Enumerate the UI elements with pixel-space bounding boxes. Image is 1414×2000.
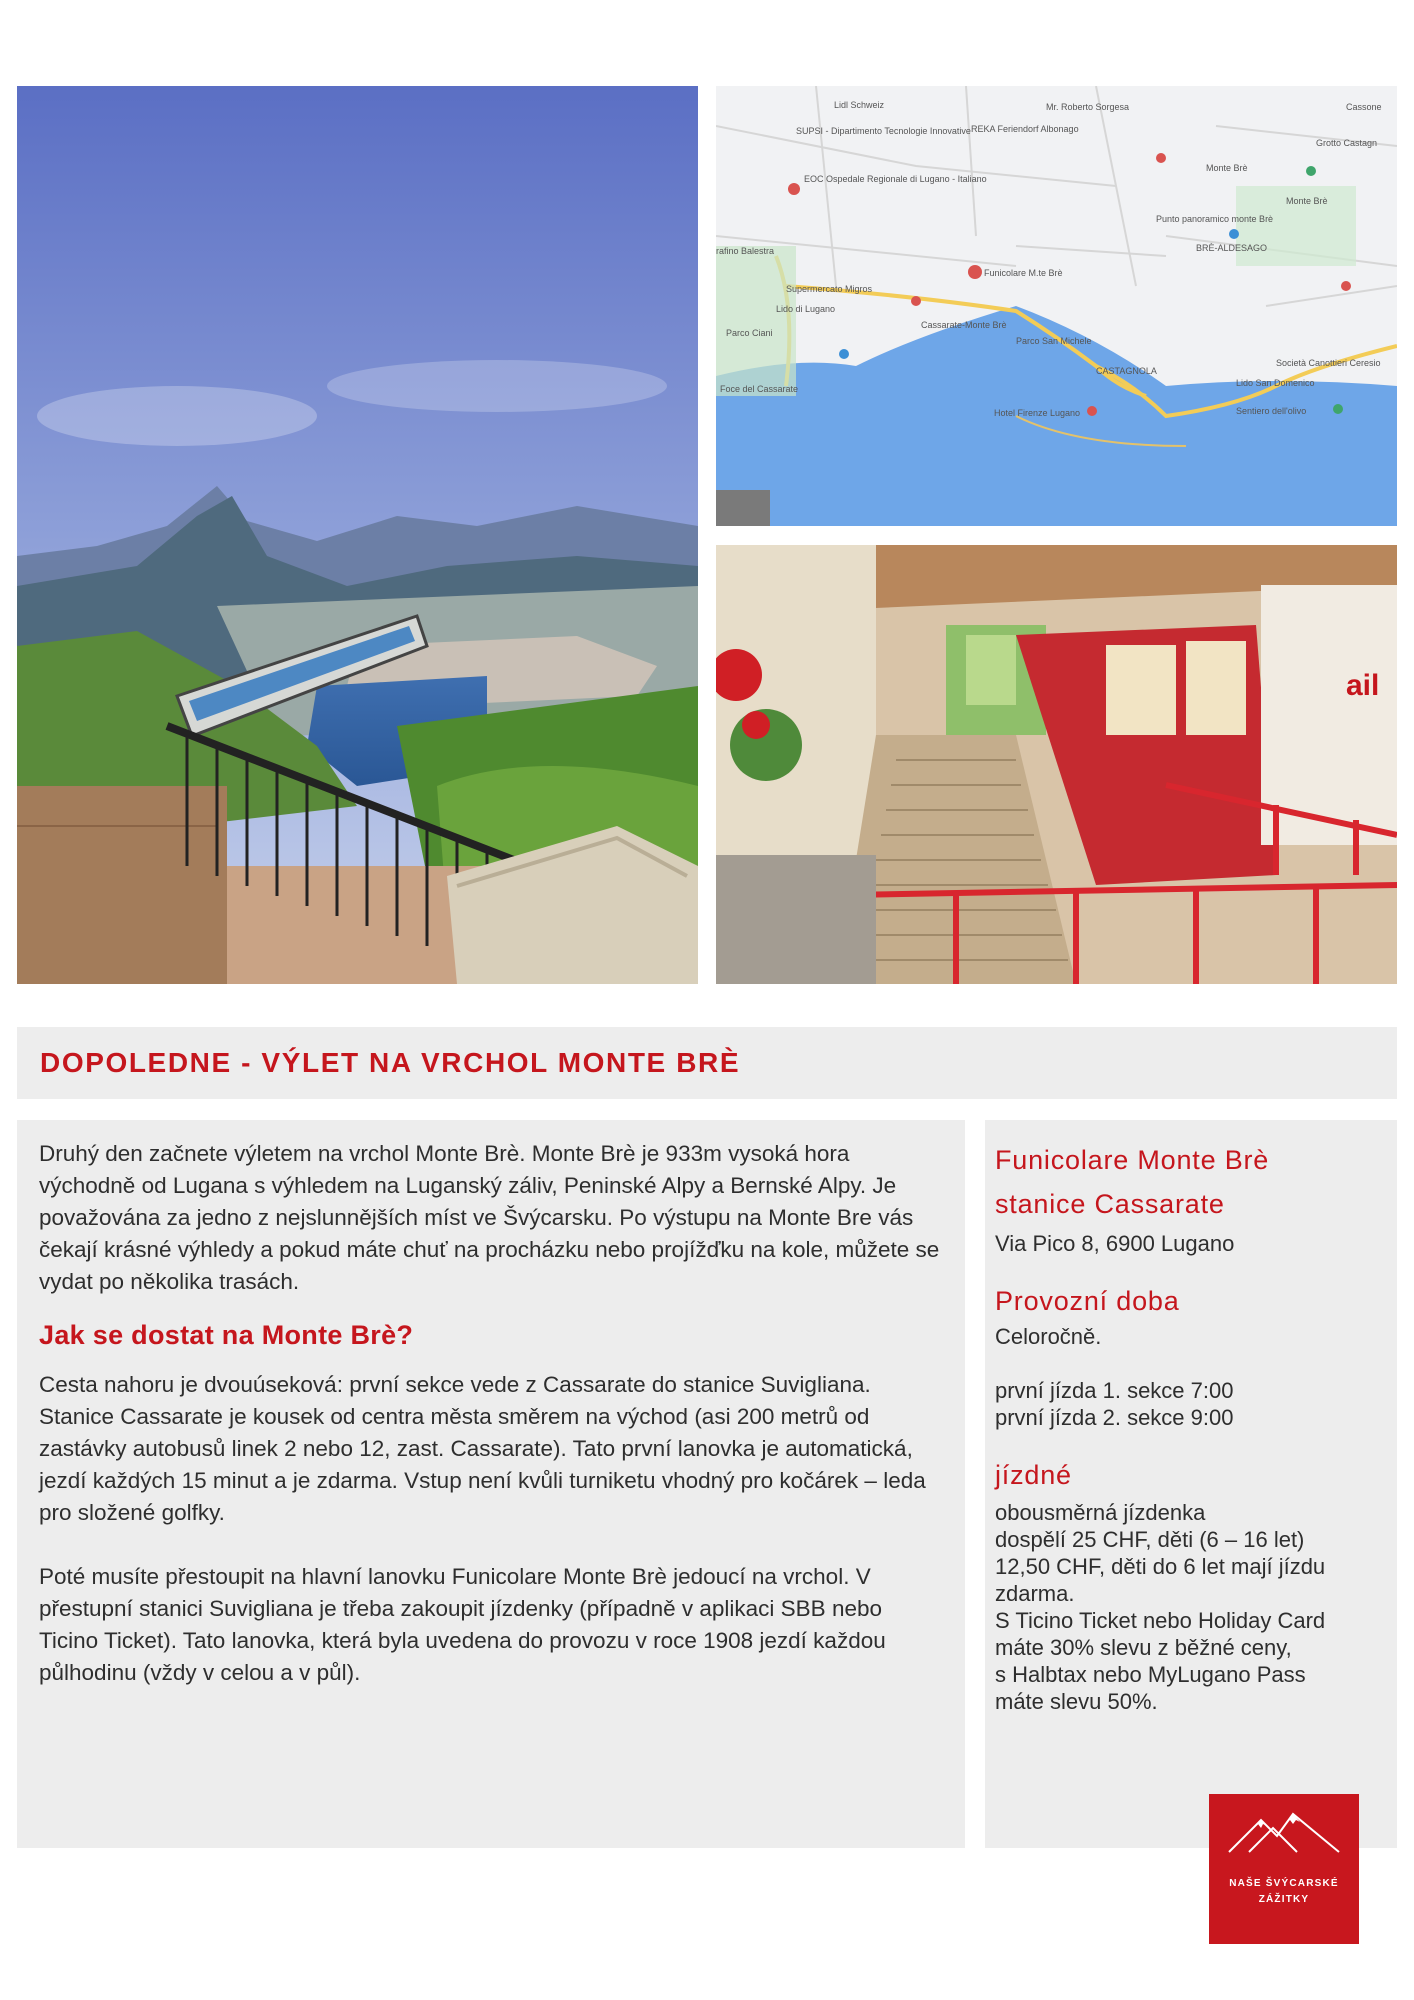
hours-text: Celoročně. — [995, 1324, 1102, 1349]
logo-line-2: ZÁŽITKY — [1258, 1894, 1310, 1905]
fare-line: dospělí 25 CHF, děti (6 – 16 let) — [995, 1527, 1305, 1552]
fare-line: 12,50 CHF, děti do 6 let mají jízdu — [995, 1554, 1326, 1579]
section-title-bar — [17, 1027, 1397, 1099]
map-label-funicolare: Funicolare M.te Brè — [984, 268, 1063, 278]
map-label-lido: Lido di Lugano — [776, 304, 836, 314]
map-label-castagnola: CASTAGNOLA — [1096, 366, 1157, 376]
lake-view-photo — [17, 86, 698, 984]
map-label-eoc: EOC Ospedale Regionale di Lugano - Italiano — [804, 174, 987, 184]
intro-paragraph: Druhý den začnete výletem na vrchol Monte Brè. Monte Brè je 933m vysoká hora východně od Lugana s výhledem na Luganský záliv, Peninské Alpy a Bernské Alpy. Je považována za jedno z nejslunnějších míst ve Švýcarsku. Po výstupu na Monte Bre vás čekají krásné výhledy a pokud máte chuť na procházku nebo projížďku na kole, můžete se vydat po několika trasách. — [39, 1141, 940, 1294]
svg-text:ail: ail — [1346, 669, 1380, 702]
lugano-lake-view-image — [17, 86, 698, 984]
location-map — [716, 86, 1397, 526]
route-paragraph-1: Cesta nahoru je dvouúseková: první sekce vede z Cassarate do stanice Suvigliana. Stanice Cassarate je kousek od centra města směrem na východ (asi 200 metrů od zastávky autobusů linek 2 nebo 12, zast. Cassarate). Tato první lanovka je automatická, jezdí každých 15 minut a je zdarma. Vstup není kvůli turniketu vhodný pro kočárek – leda pro složené golfky. — [39, 1372, 926, 1525]
map-label-bre: BRÈ-ALDESAGO — [1196, 243, 1268, 253]
funicular-car-image — [716, 545, 1397, 984]
info-side-box — [985, 1120, 1397, 1848]
station-title-2: stanice Cassarate — [995, 1189, 1225, 1219]
station-address: Via Pico 8, 6900 Lugano — [995, 1231, 1235, 1256]
map-label-parco-ciani: Parco Ciani — [726, 328, 773, 338]
map-label-lido-san: Lido San Domenico — [1236, 378, 1315, 388]
map-label-parco-san: Parco San Michele — [1016, 336, 1092, 346]
map-label-grotto: Grotto Castagn — [1316, 138, 1378, 148]
map-label-montebre-top: Monte Brè — [1206, 163, 1248, 173]
brand-logo — [1209, 1794, 1359, 1944]
fare-line: zdarma. — [995, 1581, 1075, 1606]
fare-line: máte 30% slevu z běžné ceny, — [995, 1635, 1292, 1660]
main-text-box — [17, 1120, 965, 1848]
map-label-roberto: Mr. Roberto Sorgesa — [1046, 102, 1130, 112]
map-label-sentiero: Sentiero dell'olivo — [1236, 406, 1307, 416]
logo-line-1: NAŠE ŠVÝCARSKÉ — [1229, 1878, 1339, 1889]
map-label-cassarate: Cassarate-Monte Brè — [921, 320, 1007, 330]
map-label-balestra: rafino Balestra — [716, 246, 775, 256]
section-title: DOPOLEDNE - VÝLET NA VRCHOL MONTE BRÈ — [40, 1047, 741, 1078]
hours-title: Provozní doba — [995, 1286, 1180, 1316]
how-to-get-heading: Jak se dostat na Monte Brè? — [39, 1320, 414, 1350]
fare-line: S Ticino Ticket nebo Holiday Card — [995, 1608, 1326, 1633]
map-label-reka: REKA Feriendorf Albonago — [971, 124, 1079, 134]
map-label-societa: Società Canottieri Ceresio — [1276, 358, 1381, 368]
fare-line: s Halbtax nebo MyLugano Pass — [995, 1662, 1306, 1687]
map-label-firenze: Hotel Firenze Lugano — [994, 408, 1081, 418]
mountains-icon — [1227, 1810, 1341, 1854]
first-ride-1: první jízda 1. sekce 7:00 — [995, 1378, 1234, 1403]
map-image — [716, 86, 1397, 526]
map-label-lidl: Lidl Schweiz — [834, 100, 885, 110]
route-paragraph-2: Poté musíte přestoupit na hlavní lanovku Funicolare Monte Brè jedoucí na vrchol. V přestupní stanici Suvigliana je třeba zakoupit jízdenky (případně v aplikaci SBB nebo Ticino Ticket). Tato lanovka, která byla uvedena do provozu v roce 1908 jezdí každou půlhodinu (vždy v celou a v půl). — [39, 1564, 886, 1685]
map-label-supsi: SUPSI - Dipartimento Tecnologie Innovative — [796, 126, 971, 136]
station-title-1: Funicolare Monte Brè — [995, 1145, 1270, 1175]
map-label-cassone: Cassone — [1346, 102, 1382, 112]
fare-line: máte slevu 50%. — [995, 1689, 1158, 1714]
map-thumbnail[interactable] — [716, 490, 770, 526]
fare-line: obousměrná jízdenka — [995, 1500, 1206, 1525]
funicular-photo — [716, 545, 1397, 984]
map-label-punto: Punto panoramico monte Brè — [1156, 214, 1274, 224]
map-label-montebre-2: Monte Brè — [1286, 196, 1328, 206]
map-label-foce: Foce del Cassarate — [720, 384, 799, 394]
fares-title: jízdné — [995, 1460, 1072, 1490]
map-label-migros: Supermercato Migros — [786, 284, 873, 294]
first-ride-2: první jízda 2. sekce 9:00 — [995, 1405, 1234, 1430]
